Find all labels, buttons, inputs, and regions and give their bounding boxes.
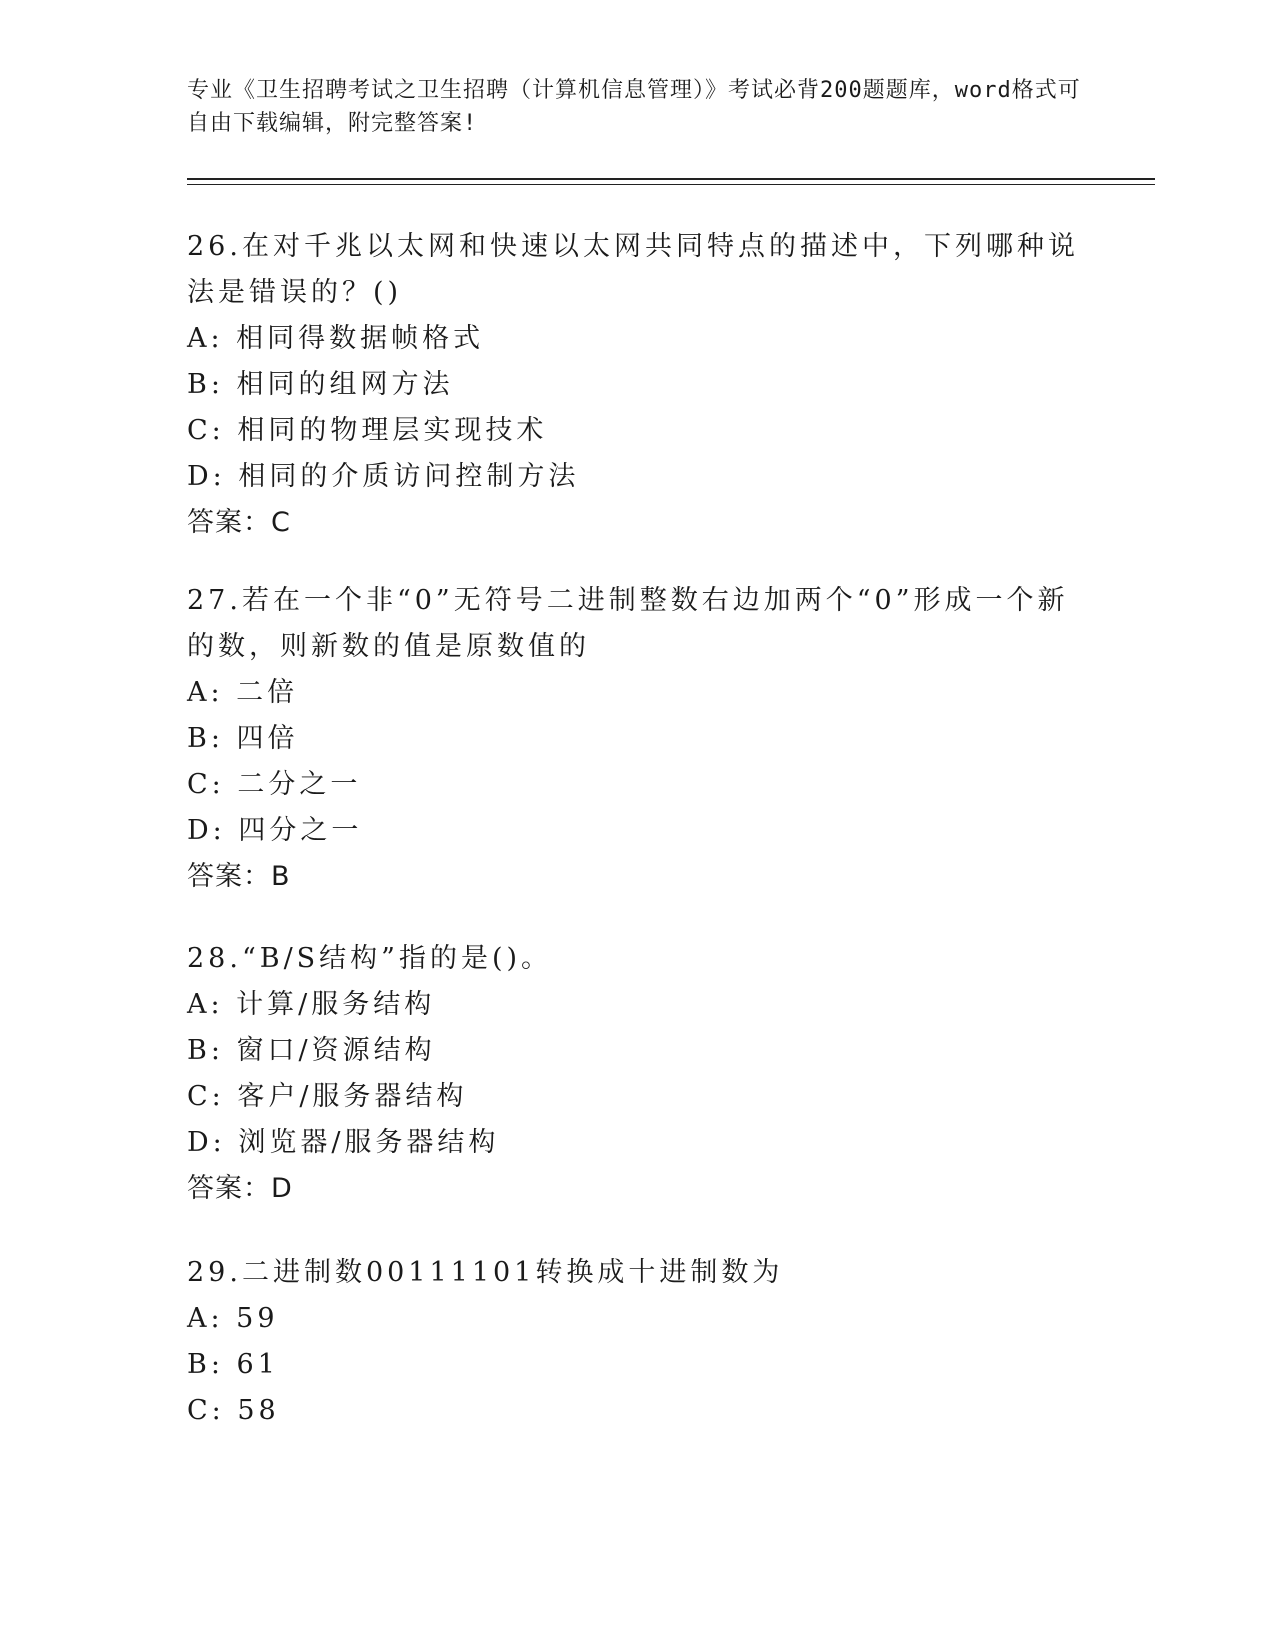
document-header: 专业《卫生招聘考试之卫生招聘（计算机信息管理）》考试必背200题题库，word格式可自由下载编辑，附完整答案!: [187, 78, 1081, 136]
question-28: [187, 936, 1087, 1212]
option-a: A: 相同得数据帧格式: [187, 323, 485, 354]
option-c: C: 相同的物理层实现技术: [187, 415, 548, 446]
question-text: 27.若在一个非“0”无符号二进制整数右边加两个“0”形成一个新的数，则新数的值是原数值的: [187, 585, 1069, 662]
answer-label: 答案：D: [187, 1173, 293, 1204]
option-c: C: 58: [187, 1395, 280, 1426]
question-27: [187, 578, 1087, 900]
option-b: B: 相同的组网方法: [187, 369, 454, 400]
question-29: [187, 1250, 1087, 1434]
option-b: B: 四倍: [187, 723, 299, 754]
option-d: D: 浏览器/服务器结构: [187, 1127, 500, 1158]
answer-label: 答案：B: [187, 861, 291, 892]
option-d: D: 四分之一: [187, 815, 363, 846]
answer-label: 答案：C: [187, 507, 291, 538]
option-a: A: 59: [187, 1303, 279, 1334]
question-text: 29.二进制数00111101转换成十进制数为: [187, 1257, 784, 1288]
header-divider-top: [187, 178, 1155, 180]
question-text: 26.在对千兆以太网和快速以太网共同特点的描述中，下列哪种说法是错误的？(): [187, 231, 1079, 308]
option-c: C: 二分之一: [187, 769, 362, 800]
option-c: C: 客户/服务器结构: [187, 1081, 468, 1112]
option-b: B: 窗口/资源结构: [187, 1035, 436, 1066]
header-divider-bottom: [187, 184, 1155, 185]
option-d: D: 相同的介质访问控制方法: [187, 461, 580, 492]
option-a: A: 二倍: [187, 677, 299, 708]
option-a: A: 计算/服务结构: [187, 989, 436, 1020]
question-26: [187, 224, 1087, 546]
option-b: B: 61: [187, 1349, 279, 1380]
question-text: 28.“B/S结构”指的是()。: [187, 943, 553, 974]
